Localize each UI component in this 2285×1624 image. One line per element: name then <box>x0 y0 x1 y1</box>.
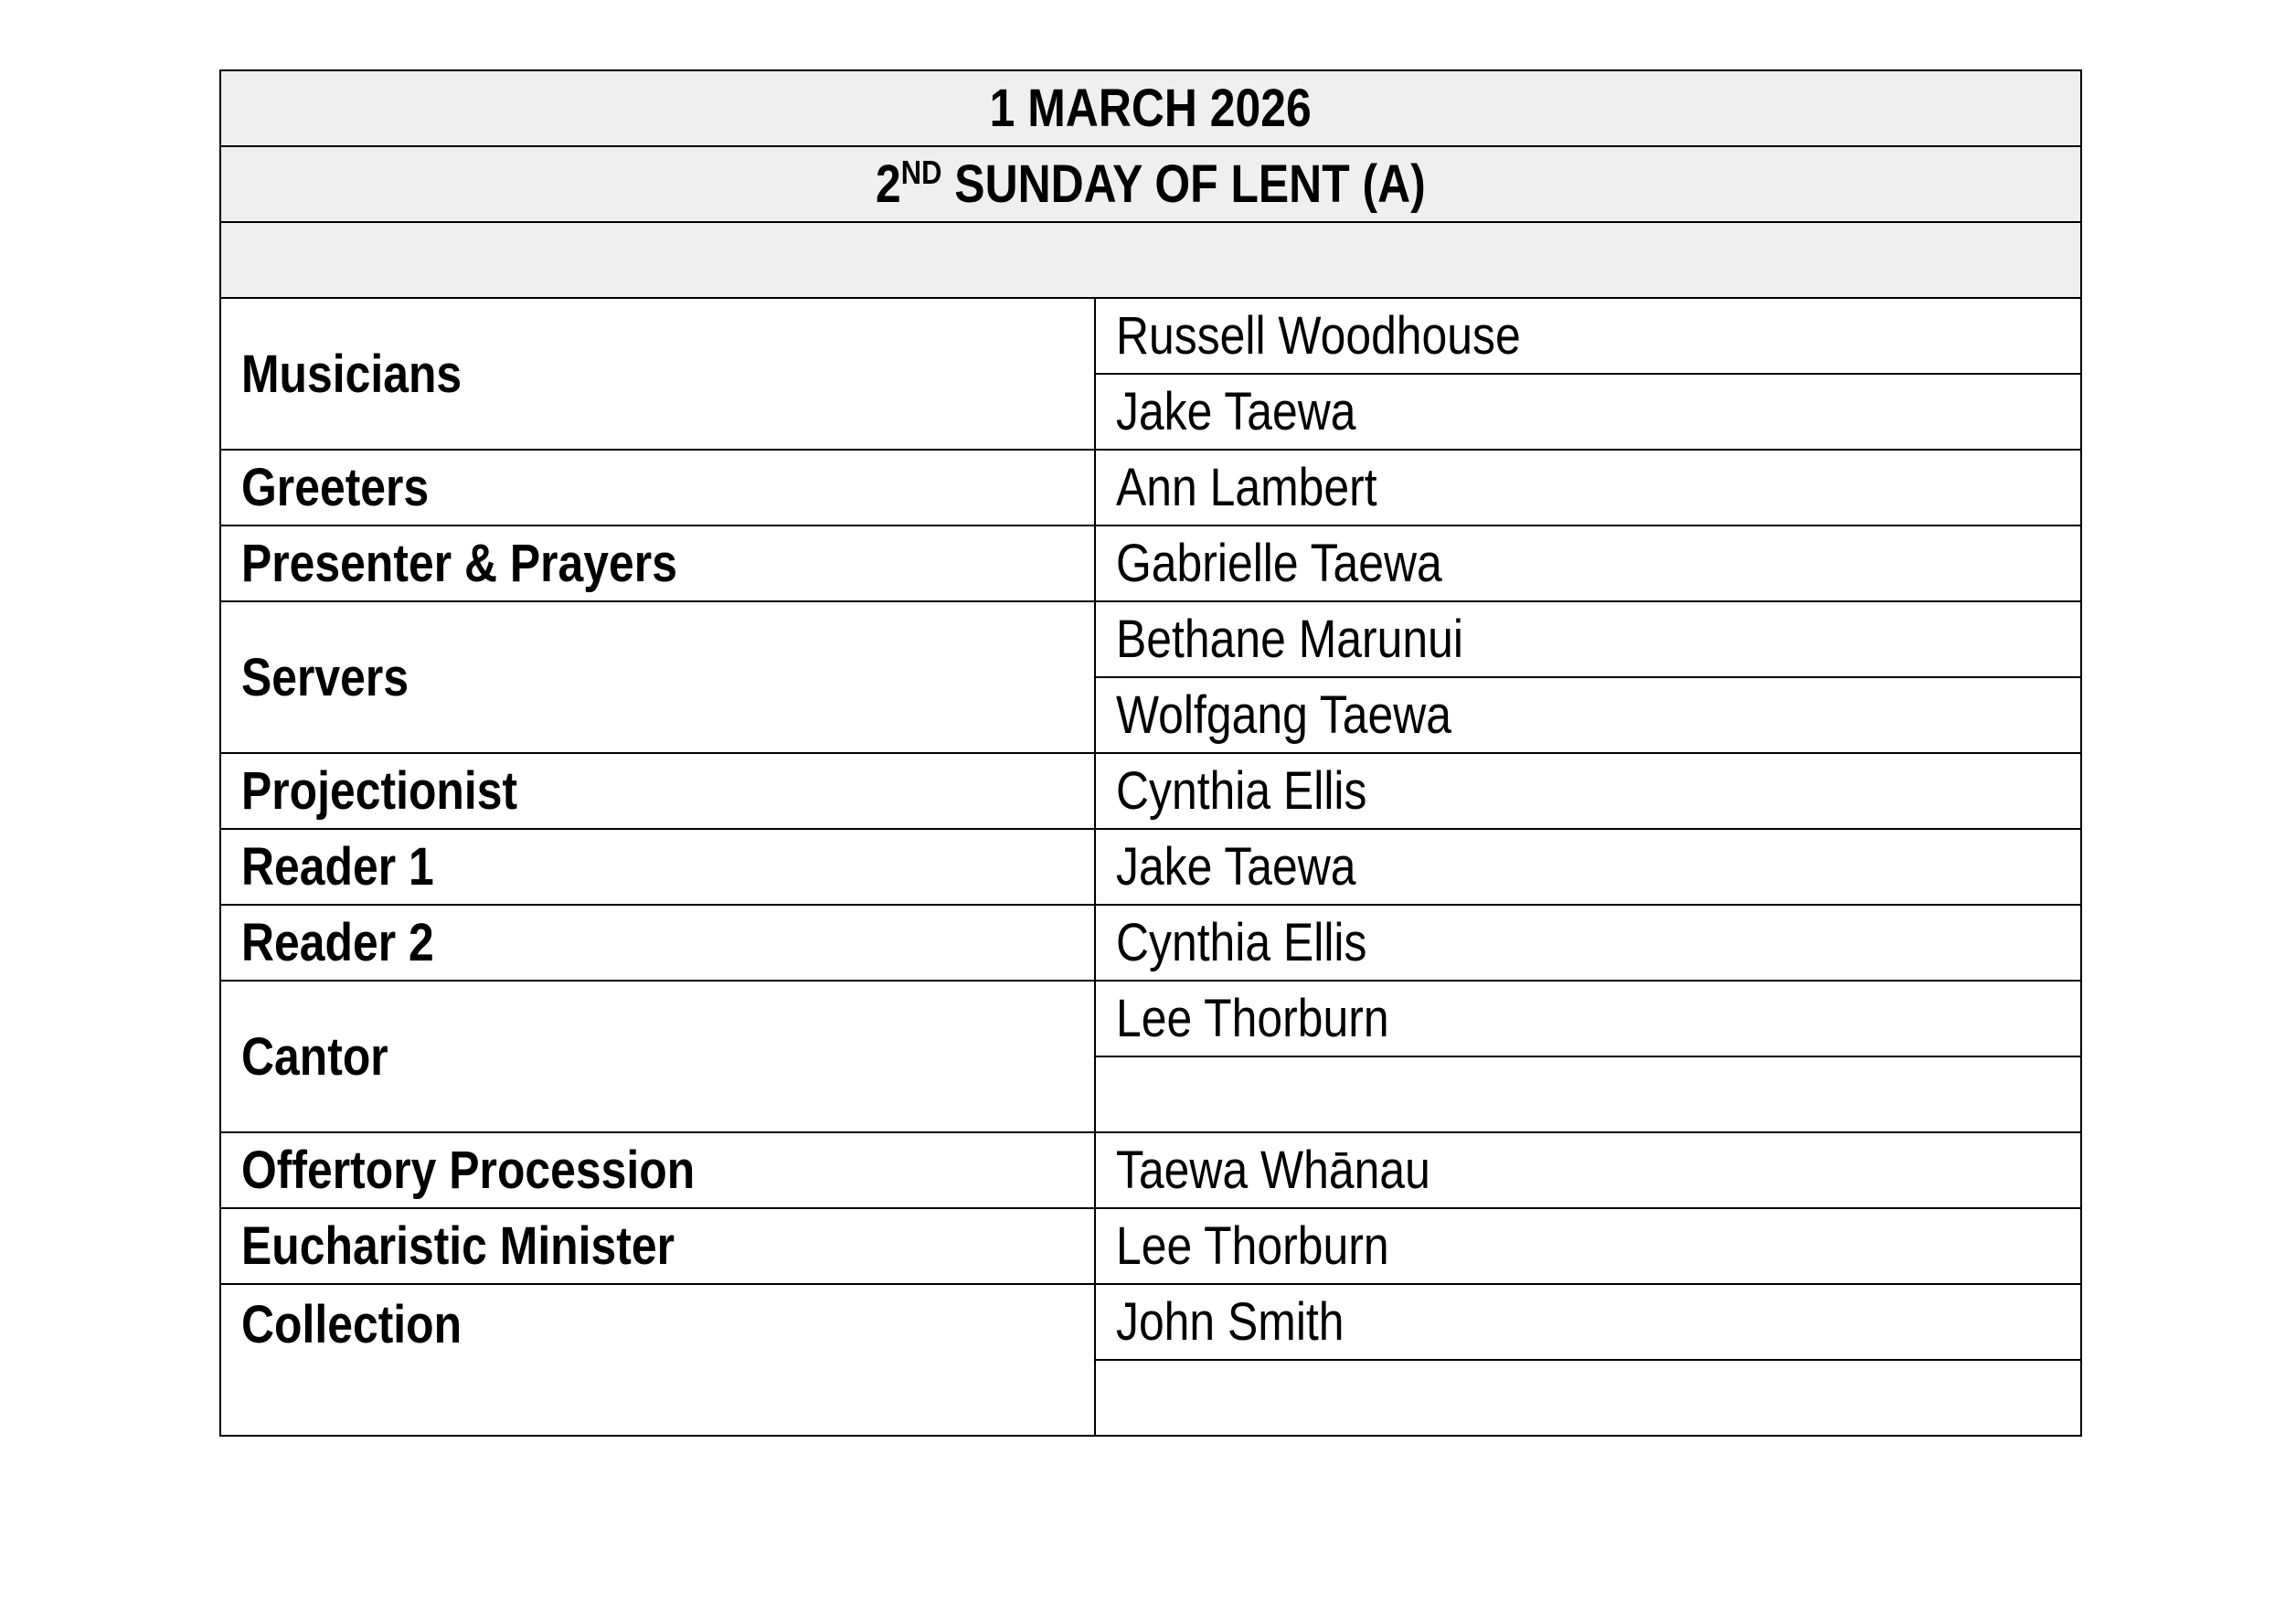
name-cell <box>1095 1132 2081 1208</box>
name-cell <box>1095 1208 2081 1284</box>
name-cell <box>1095 450 2081 525</box>
blank-header-row <box>220 222 2081 298</box>
role-cell <box>220 298 1095 450</box>
name-cell <box>1095 298 2081 374</box>
table-row <box>220 1284 2081 1360</box>
roster-table <box>219 69 2082 1437</box>
name-cell <box>1095 1284 2081 1360</box>
name-text: Ann Lambert <box>1116 458 1377 517</box>
role-label: Offertory Procession <box>241 1141 696 1200</box>
name-text: Gabrielle Taewa <box>1116 534 1442 593</box>
name-text: Russell Woodhouse <box>1116 306 1521 366</box>
name-text: Cynthia Ellis <box>1116 913 1367 972</box>
name-cell <box>1095 525 2081 601</box>
role-label: Reader 2 <box>241 913 434 972</box>
table-row <box>220 1208 2081 1284</box>
name-text: Wolfgang Taewa <box>1116 685 1451 745</box>
name-cell <box>1095 677 2081 753</box>
name-text: Jake Taewa <box>1116 837 1356 897</box>
table-row <box>220 905 2081 981</box>
name-text: Cynthia Ellis <box>1116 761 1367 821</box>
table-row <box>220 525 2081 601</box>
name-cell <box>1095 374 2081 450</box>
role-label: Greeters <box>241 458 430 517</box>
table-row <box>220 829 2081 905</box>
date-cell <box>220 70 2081 146</box>
role-label: Projectionist <box>241 761 518 821</box>
name-cell <box>1095 981 2081 1056</box>
blank-header-cell <box>220 222 2081 298</box>
name-text: John Smith <box>1116 1292 1344 1352</box>
name-cell <box>1095 753 2081 829</box>
role-cell <box>220 829 1095 905</box>
role-label: Eucharistic Minister <box>241 1216 675 1276</box>
table-row <box>220 753 2081 829</box>
occasion-title <box>876 154 1426 215</box>
name-text: Jake Taewa <box>1116 382 1356 441</box>
role-cell <box>220 450 1095 525</box>
name-cell <box>1095 905 2081 981</box>
role-cell <box>220 1208 1095 1284</box>
name-cell <box>1095 1056 2081 1132</box>
name-cell <box>1095 601 2081 677</box>
role-label: Musicians <box>241 344 462 404</box>
name-text: Lee Thorburn <box>1116 989 1389 1048</box>
table-row <box>220 601 2081 677</box>
occasion-row <box>220 146 2081 222</box>
role-cell <box>220 601 1095 753</box>
table-row <box>220 298 2081 374</box>
role-cell <box>220 1132 1095 1208</box>
table-row <box>220 1132 2081 1208</box>
table-row <box>220 981 2081 1056</box>
role-label: Reader 1 <box>241 837 434 897</box>
table-row <box>220 450 2081 525</box>
occasion-ordinal: 2 <box>876 154 901 214</box>
date-title: 1 MARCH 2026 <box>989 79 1313 138</box>
role-cell <box>220 753 1095 829</box>
role-label: Cantor <box>241 1026 388 1087</box>
role-cell <box>220 525 1095 601</box>
occasion-ordinal-suffix: ND <box>900 154 942 191</box>
name-text: Taewa Whānau <box>1116 1141 1430 1200</box>
role-label: Presenter & Prayers <box>241 534 677 593</box>
occasion-cell <box>220 146 2081 222</box>
name-cell <box>1095 1360 2081 1436</box>
role-cell <box>220 1284 1095 1436</box>
role-cell <box>220 981 1095 1132</box>
date-row <box>220 70 2081 146</box>
occasion-name: SUNDAY OF LENT (A) <box>941 154 1426 214</box>
role-label: Servers <box>241 647 409 707</box>
role-cell <box>220 905 1095 981</box>
name-text: Lee Thorburn <box>1116 1216 1389 1276</box>
name-text: Bethane Marunui <box>1116 610 1463 669</box>
role-label: Collection <box>241 1295 462 1354</box>
name-cell <box>1095 829 2081 905</box>
